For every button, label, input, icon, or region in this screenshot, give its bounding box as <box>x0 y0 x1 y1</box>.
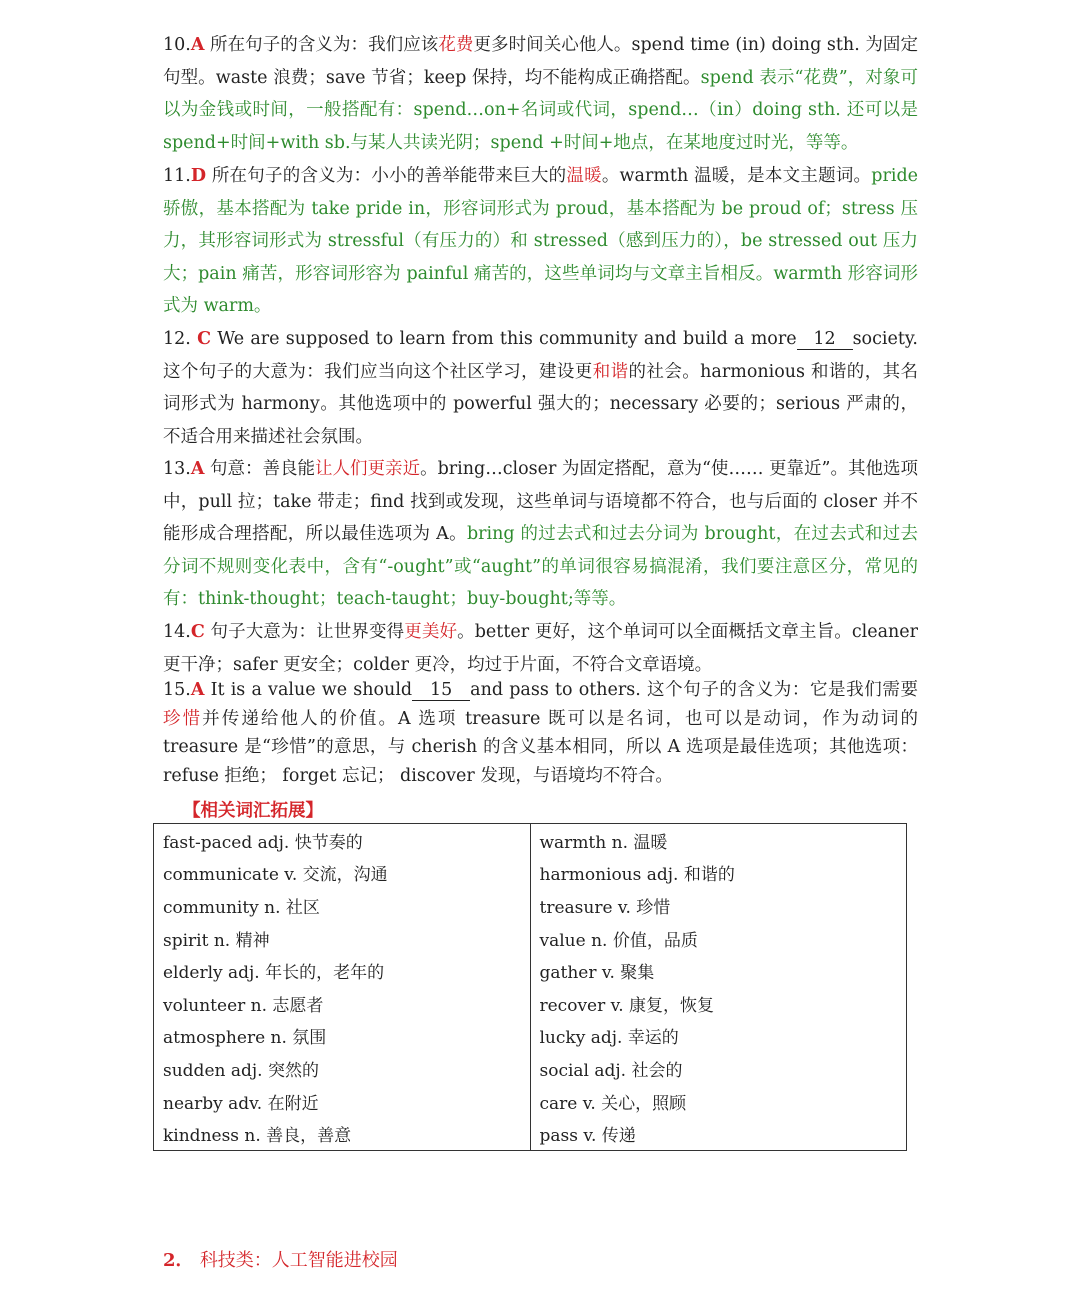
explanation-text: It is a value we should <box>204 680 413 700</box>
question-number: 14. <box>163 622 191 642</box>
vocab-row <box>154 889 907 922</box>
key-phrase: 让人们更亲近 <box>315 459 421 479</box>
section-heading <box>163 1248 398 1274</box>
answer-letter: A <box>190 680 205 700</box>
vocab-cell-right: harmonious adj. 和谐的 <box>530 857 907 890</box>
vocab-table <box>153 823 907 1151</box>
explanation-text: 并传递给他人的价值。A 选项 treasure 既可以是名词，也可以是动词，作为动词的 treasure 是“珍惜”的意思，与 cherish 的含义基本相同，所以 A 选项是最佳选项；其他选项： refuse 拒绝； forget 忘记； discover 发现，与语境均不符合。 <box>163 708 918 786</box>
vocab-cell-right: recover v. 康复，恢复 <box>530 987 907 1020</box>
question-number: 15. <box>163 680 191 700</box>
explanation-text: 。warmth 温暖，是本文主题词。 <box>601 166 872 186</box>
vocab-row <box>154 987 907 1020</box>
vocab-cell-left: fast-paced adj. 快节奏的 <box>154 824 531 857</box>
vocab-cell-right: lucky adj. 幸运的 <box>530 1020 907 1053</box>
vocab-cell-right: pass v. 传递 <box>530 1117 907 1150</box>
blank-number: 12 <box>797 329 853 350</box>
explanation-text: We are supposed to learn from this community and build a more <box>211 329 797 349</box>
vocab-row <box>154 954 907 987</box>
explanation-text: 。bring…closer 为固定搭配，意为“使…… 更靠近”。其他选项中，pull 拉；take 带走；find 找到或发现，这些单词与语境都不符合，也与后面的 closer 并不能形成合理搭配，所以最佳选项为 A。 <box>163 459 919 545</box>
vocab-row <box>154 1085 907 1118</box>
explanation-text: 所在句子的含义为：小小的善举能带来巨大的 <box>206 166 567 186</box>
vocab-cell-right: social adj. 社会的 <box>530 1052 907 1085</box>
answer-letter: A <box>190 35 205 55</box>
answer-letter: C <box>190 622 205 642</box>
vocab-heading: 【相关词汇拓展】 <box>183 801 323 821</box>
key-phrase: 珍惜 <box>163 708 203 729</box>
vocab-cell-right: warmth n. 温暖 <box>530 824 907 857</box>
vocab-cell-left: elderly adj. 年长的，老年的 <box>154 954 531 987</box>
vocab-row <box>154 824 907 857</box>
key-phrase: 花费 <box>438 35 474 55</box>
question-number: 12. <box>163 329 191 349</box>
explanation-text: 的社会。harmonious 和谐的，其名词形式为 harmony。其他选项中的 powerful 强大的；necessary 必要的；serious 严肃的，不适合用来描述社会氛围。 <box>163 361 918 447</box>
key-phrase: 温暖 <box>566 166 602 186</box>
explanation-text: 。better 更好，这个单词可以全面概括文章主旨。cleaner 更干净；safer 更安全；colder 更冷，均过于片面，不符合文章语境。 <box>163 622 919 675</box>
explanation-text: and pass to others. 这个句子的含义为：它是我们需要 <box>470 680 918 700</box>
vocab-cell-left: nearby adv. 在附近 <box>154 1085 531 1118</box>
answer-letter: D <box>190 166 207 186</box>
answer-12 <box>163 323 918 453</box>
explanation-text: 句子大意为：让世界变得 <box>204 622 405 642</box>
vocab-row <box>154 857 907 890</box>
blank-number: 15 <box>412 680 470 701</box>
vocab-row <box>154 1020 907 1053</box>
extension-note: spend 表示“花费”，对象可以为金钱或时间，一般搭配有：spend…on+名词或代词，spend…（in）doing sth. 还可以是 spend+时间+with sb.与某人共读光阴；spend +时间+地点，在某地度过时光，等等。 <box>163 67 918 153</box>
answer-15 <box>163 676 918 790</box>
explanation-text: 更多时间关心他人。spend time (in) doing sth. 为固定句型。waste 浪费；save 节省；keep 保持，均不能构成正确搭配。 <box>163 35 918 88</box>
vocab-cell-left: communicate v. 交流，沟通 <box>154 857 531 890</box>
answer-letter: C <box>197 329 212 349</box>
explanation-text: 所在句子的含义为：我们应该 <box>204 35 439 55</box>
vocab-row <box>154 922 907 955</box>
vocab-cell-right: value n. 价值，品质 <box>530 922 907 955</box>
vocab-cell-left: atmosphere n. 氛围 <box>154 1020 531 1053</box>
question-number: 10. <box>163 35 191 55</box>
answer-10 <box>163 29 918 159</box>
vocab-cell-left: volunteer n. 志愿者 <box>154 987 531 1020</box>
vocab-row <box>154 1052 907 1085</box>
answer-letter: A <box>190 459 205 479</box>
key-phrase: 和谐 <box>592 361 629 382</box>
vocab-cell-right: treasure v. 珍惜 <box>530 889 907 922</box>
vocab-cell-right: care v. 关心，照顾 <box>530 1085 907 1118</box>
answer-13 <box>163 453 918 616</box>
extension-note: pride 骄傲，基本搭配为 take pride in，形容词形式为 proud，基本搭配为 be proud of；stress 压力，其形容词形式为 stressful（有压力的）和 stressed（感到压力的），be stressed out 压力大；pain 痛苦，形容词形容为 painful 痛苦的，这些单词均与文章主旨相反。warmth 形容词形式为 warm。 <box>163 166 919 317</box>
question-number: 13. <box>163 459 191 479</box>
vocab-cell-left: sudden adj. 突然的 <box>154 1052 531 1085</box>
explanation-text: 句意：善良能 <box>204 459 316 479</box>
key-phrase: 更美好 <box>404 622 458 642</box>
vocab-cell-left: kindness n. 善良，善意 <box>154 1117 531 1150</box>
vocab-cell-left: spirit n. 精神 <box>154 922 531 955</box>
section-title: 科技类：人工智能进校园 <box>199 1250 398 1271</box>
question-number: 11. <box>163 166 191 186</box>
extension-note: bring 的过去式和过去分词为 brought，在过去式和过去分词不规则变化表中，含有“-ought”或“aught”的单词很容易搞混淆，我们要注意区分，常见的有：think-thought；teach-taught；buy-bought;等等。 <box>163 524 918 610</box>
answer-11 <box>163 160 918 323</box>
explanation-text: society. 这个句子的大意为：我们应当向这个社区学习，建设更 <box>163 329 918 382</box>
vocab-row <box>154 1117 907 1150</box>
section-number: 2． <box>163 1250 194 1271</box>
answer-14 <box>163 616 918 681</box>
vocab-cell-left: community n. 社区 <box>154 889 531 922</box>
vocab-cell-right: gather v. 聚集 <box>530 954 907 987</box>
